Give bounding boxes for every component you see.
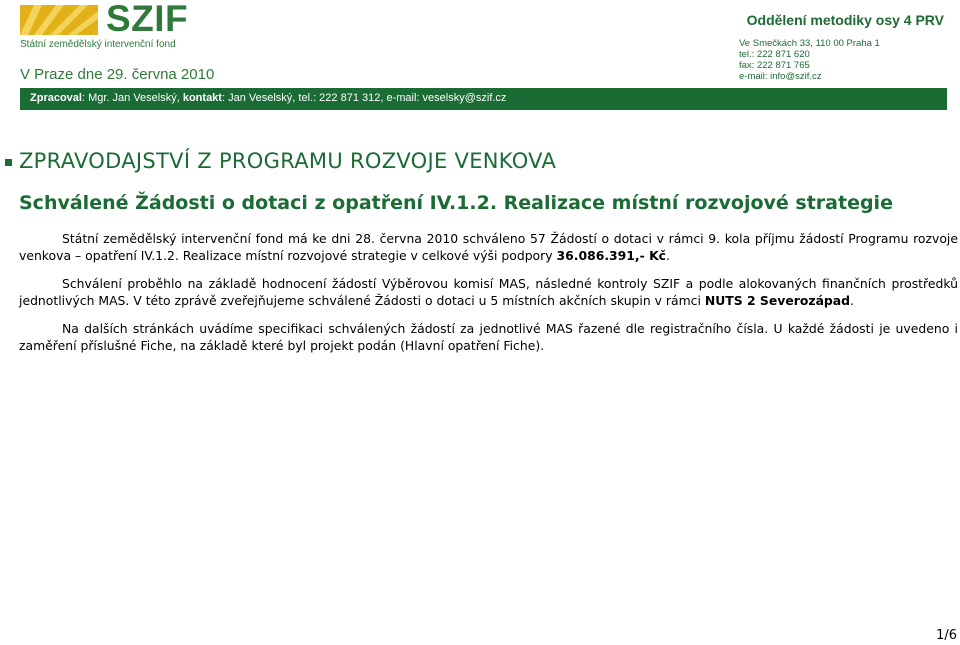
sub-heading: Schválené Žádosti o dotaci z opatření IV.1.2. Realizace místní rozvojové strategie <box>19 192 893 214</box>
paragraph-1-amount: 36.086.391,- Kč <box>556 248 667 263</box>
prepared-value: : Mgr. Jan Veselský, <box>81 92 183 104</box>
wheat-field-logo-icon <box>20 5 98 35</box>
contact-email[interactable]: e-mail: info@szif.cz <box>739 71 822 82</box>
contact-tel: tel.: 222 871 620 <box>739 49 810 60</box>
paragraph-3 <box>19 320 958 354</box>
author-bar <box>20 88 947 110</box>
logo-wordmark: SZIF <box>106 0 189 39</box>
logo-subtitle: Státní zemědělský intervenční fond <box>20 39 176 50</box>
paragraph-1-end: . <box>666 248 670 263</box>
department-title: Oddělení metodiky osy 4 PRV <box>746 12 944 28</box>
heading-bullet-icon <box>5 159 12 166</box>
paragraph-1-text: Státní zemědělský intervenční fond má ke dni 28. června 2010 schváleno 57 Žádostí o dotaci v rámci 9. kola příjmu žádostí Programu rozvoje venkova – opatření IV.1.2. Realizace místní rozvojové strategie v celkové výši podpory <box>19 231 958 263</box>
paragraph-2-end: . <box>850 293 854 308</box>
place-date: V Praze dne 29. června 2010 <box>20 66 215 83</box>
contact-fax: fax: 222 871 765 <box>739 60 810 71</box>
prepared-label: Zpracoval <box>30 92 82 104</box>
szif-logo <box>20 0 190 50</box>
paragraph-2 <box>19 275 958 309</box>
contact-label: kontakt <box>182 92 222 104</box>
paragraph-2-text: Schválení proběhlo na základě hodnocení žádostí Výběrovou komisí MAS, následné kontroly SZIF a podle alokovaných finančních prostředků jednotlivých MAS. V této zprávě zveřejňujeme schválené Žádosti o dotaci u 5 místních akčních skupin v rámci <box>19 276 958 308</box>
contact-address: Ve Smečkách 33, 110 00 Praha 1 <box>739 38 880 49</box>
paragraph-3-text: Na dalších stránkách uvádíme specifikaci schválených žádostí za jednotlivé MAS řazené dle registračního čísla. U každé žádosti je uvedeno i zaměření příslušné Fiche, na základě které byl projekt podán (Hlavní opatření Fiche). <box>19 321 958 353</box>
contact-block <box>739 38 880 82</box>
paragraph-2-region: NUTS 2 Severozápad <box>704 293 851 308</box>
page-number: 1/6 <box>936 628 957 643</box>
main-heading: ZPRAVODAJSTVÍ Z PROGRAMU ROZVOJE VENKOVA <box>19 149 557 173</box>
paragraph-1 <box>19 230 958 264</box>
author-bar-text <box>30 92 506 104</box>
contact-value: : Jan Veselský, tel.: 222 871 312, e-mail: veselsky@szif.cz <box>221 92 507 104</box>
